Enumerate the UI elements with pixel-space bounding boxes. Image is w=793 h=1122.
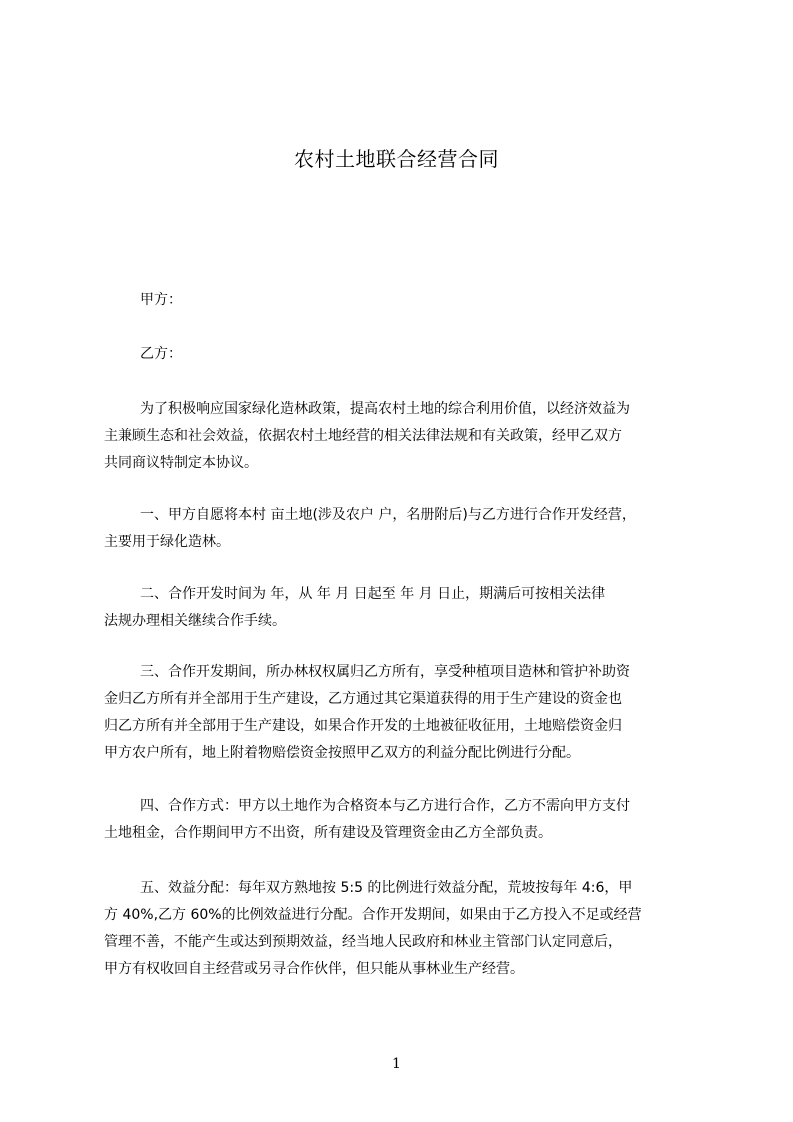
page-number: 1 [392, 1056, 401, 1072]
paragraph-clause-1 [104, 502, 704, 556]
paragraph-clause-2 [104, 581, 704, 635]
document-title: 农村土地联合经营合同 [294, 147, 499, 171]
party-a-label: 甲方： [140, 292, 182, 308]
paragraph-line: 主兼顾生态和社会效益，依据农村土地经营的相关法律法规和有关政策，经甲乙双方 [104, 428, 622, 444]
paragraph-line: 四、合作方式：甲方以土地作为合格资本与乙方进行合作，乙方不需向甲方支付 [140, 798, 630, 814]
paragraph-line: 土地租金，合作期间甲方不出资，所有建设及管理资金由乙方全部负责。 [104, 825, 552, 841]
paragraph-clause-4 [104, 793, 704, 847]
party-b-label: 乙方： [140, 346, 182, 362]
paragraph-clause-3 [104, 659, 704, 767]
paragraph-line: 金归乙方所有并全部用于生产建设，乙方通过其它渠道获得的用于生产建设的资金也 [104, 691, 622, 707]
paragraph-line: 甲方农户所有，地上附着物赔偿资金按照甲乙双方的利益分配比例进行分配。 [104, 745, 580, 761]
paragraph-line: 甲方有权收回自主经营或另寻合作伙伴，但只能从事林业生产经营。 [104, 961, 524, 977]
party-a-line [104, 287, 704, 314]
paragraph-line: 二、合作开发时间为 年，从 年 月 日起至 年 月 日止，期满后可按相关法律 [140, 586, 606, 602]
paragraph-line: 五、效益分配：每年双方熟地按 5:5 的比例进行效益分配，荒坡按每年 4:6，甲 [140, 880, 633, 896]
paragraph-clause-5 [104, 875, 704, 983]
paragraph-line: 三、合作开发期间，所办林权权属归乙方所有，享受种植项目造林和管护补助资 [140, 664, 630, 680]
party-b-line [104, 341, 704, 368]
paragraph-line: 法规办理相关继续合作手续。 [104, 613, 286, 629]
paragraph-line: 归乙方所有并全部用于生产建设，如果合作开发的土地被征收征用，土地赔偿资金归 [104, 718, 622, 734]
paragraph-line: 管理不善，不能产生或达到预期效益，经当地人民政府和林业主管部门认定同意后， [104, 934, 622, 950]
paragraph-line: 一、甲方自愿将本村 亩土地(涉及农户 户，名册附后)与乙方进行合作开发经营， [140, 507, 636, 523]
paragraph-preamble [104, 396, 704, 477]
paragraph-line: 共同商议特制定本协议。 [104, 455, 258, 471]
paragraph-line: 方 40%,乙方 60%的比例效益进行分配。合作开发期间，如果由于乙方投入不足或经营 [104, 907, 642, 923]
paragraph-line: 主要用于绿化造林。 [104, 534, 230, 550]
paragraph-line: 为了积极响应国家绿化造林政策，提高农村土地的综合利用价值，以经济效益为 [140, 401, 630, 417]
